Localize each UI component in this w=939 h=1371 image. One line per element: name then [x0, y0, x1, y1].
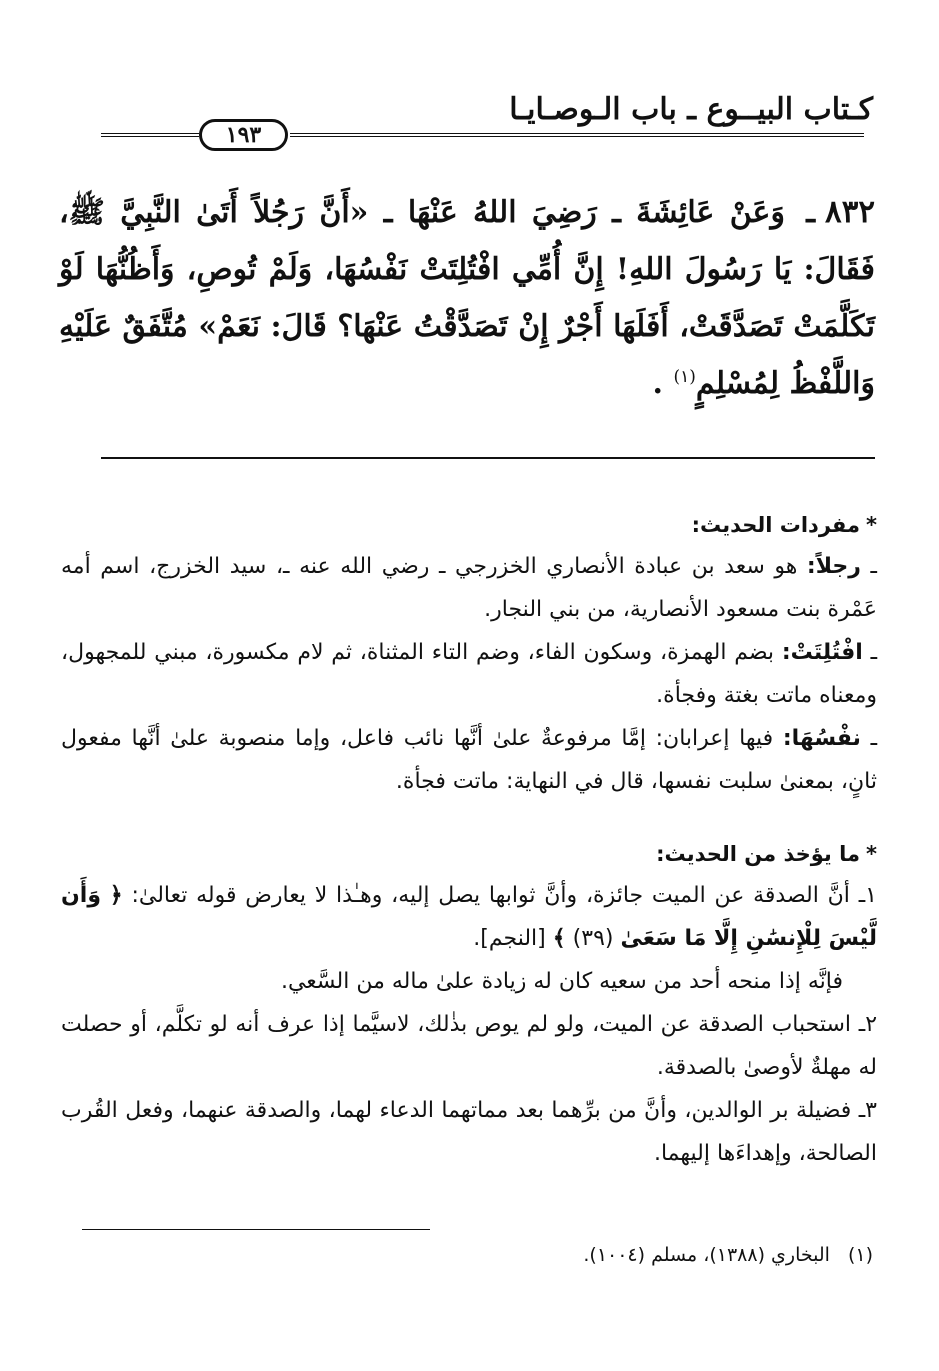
item-dash: ـ [870, 640, 878, 665]
footnote-number: (١) [847, 1244, 873, 1266]
lessons-heading [61, 834, 877, 874]
quran-bracket-open: ﴿ [109, 883, 123, 908]
lesson-item [61, 874, 877, 960]
star-bullet-icon: * [866, 842, 877, 866]
page-number: ١٩٣ [199, 119, 288, 151]
vocab-heading [61, 505, 877, 545]
vocab-term: رجلاً: [806, 554, 861, 579]
quran-verse: وَأَن لَّيْسَ لِلْإِنسَٰنِ إِلَّا مَا سَعَىٰ [61, 883, 877, 951]
hadith-text [59, 184, 875, 412]
lesson-item [61, 1089, 877, 1175]
lessons-section [61, 834, 877, 1175]
footnote-divider [82, 1229, 430, 1230]
lesson-number: ٢ـ [858, 1012, 878, 1037]
footnote-marker: (١) [673, 367, 696, 387]
vocab-term: نفْسُهَا: [782, 726, 861, 751]
hadith-number: ٨٣٢ [825, 194, 875, 230]
star-bullet-icon: * [866, 513, 877, 537]
quran-bracket-close: ﴾ [552, 926, 566, 951]
vocab-definition: بضم الهمزة، وسكون الفاء، وضم التاء المثناة، ثم لام مكسورة، مبني للمجهول، ومعناه ماتت بغتة وفجأة. [61, 640, 877, 708]
lesson-item [61, 1003, 877, 1089]
hadith-body: وَعَنْ عَائِشَةَ ـ رَضِيَ اللهُ عَنْهَا ـ «أَنَّ رَجُلاً أَتَىٰ النَّبِيَّ ﷺ، فَقَالَ: يَا رَسُولَ اللهِ! إِنَّ أُمِّي افْتُلِتَتْ نَفْسُهَا، وَلَمْ تُوصِ، وَأَظُنُّهَا لَوْ تَكَلَّمَتْ تَصَدَّقَتْ، أَفَلَهَا أَجْرٌ إِنْ تَصَدَّقْتُ عَنْهَا؟ قَالَ: نَعَمْ» مُتَّفَقٌ عَلَيْهِ وَاللَّفْظُ لِمُسْلِمٍ [59, 195, 875, 401]
vocab-heading-text: مفردات الحديث: [691, 513, 861, 537]
hadith-dash: ـ [806, 195, 816, 230]
vocab-item [61, 717, 877, 803]
lesson-text: فضيلة بر الوالدين، وأنَّ من برِّهما بعد مماتهما الدعاء لهما، والصدقة عنهما، وفعل القُرب الصالحة، وإهداءَها إليهما. [61, 1098, 877, 1166]
lesson-number: ١ـ [858, 883, 877, 908]
vocab-definition: هو سعد بن عبادة الأنصاري الخزرجي ـ رضي الله عنه ـ، سيد الخزرج، اسم أمه عَمْرة بنت مسعود الأنصارية، من بني النجار. [61, 554, 877, 622]
vocab-term: افْتُلِتَتْ: [781, 640, 863, 665]
lesson-continuation: فإنَّه إذا منحه أحد من سعيه كان له زيادة علىٰ ماله من السَّعي. [280, 969, 843, 994]
vocab-definition: فيها إعرابان: إمَّا مرفوعةٌ علىٰ أنَّها نائب فاعل، وإما منصوبة علىٰ أنَّها مفعول ثانٍ، بمعنىٰ سلبت نفسها، قال في النهاية: ماتت فجأة. [61, 726, 877, 794]
header-rule [290, 133, 864, 141]
lesson-text: أنَّ الصدقة عن الميت جائزة، وأنَّ ثوابها يصل إليه، وهـٰذا لا يعارض قوله تعالىٰ: [131, 883, 850, 908]
running-title: كـتاب البيــوع ـ باب الـوصـايـا [509, 92, 873, 127]
surah-name: [النجم]. [473, 926, 546, 951]
header-rule [101, 133, 199, 141]
lessons-heading-text: ما يؤخذ من الحديث: [656, 842, 861, 866]
vocab-section [61, 505, 877, 803]
vocab-item [61, 631, 877, 717]
item-dash: ـ [870, 726, 878, 751]
footnote-text: البخاري (١٣٨٨)، مسلم (١٠٠٤). [583, 1244, 830, 1266]
footnote [583, 1240, 873, 1270]
ayah-number: (٣٩) [572, 926, 614, 951]
hadith-end: . [652, 366, 663, 401]
lesson-number: ٣ـ [858, 1098, 877, 1123]
lesson-text: استحباب الصدقة عن الميت، ولو لم يوص بذٰلك، لاسيَّما إذا عرف أنه لو تكلَّم، أو حصلت له مهلةٌ لأوصىٰ بالصدقة. [61, 1012, 877, 1080]
section-divider [101, 457, 875, 459]
item-dash: ـ [870, 554, 877, 579]
vocab-item [61, 545, 877, 631]
